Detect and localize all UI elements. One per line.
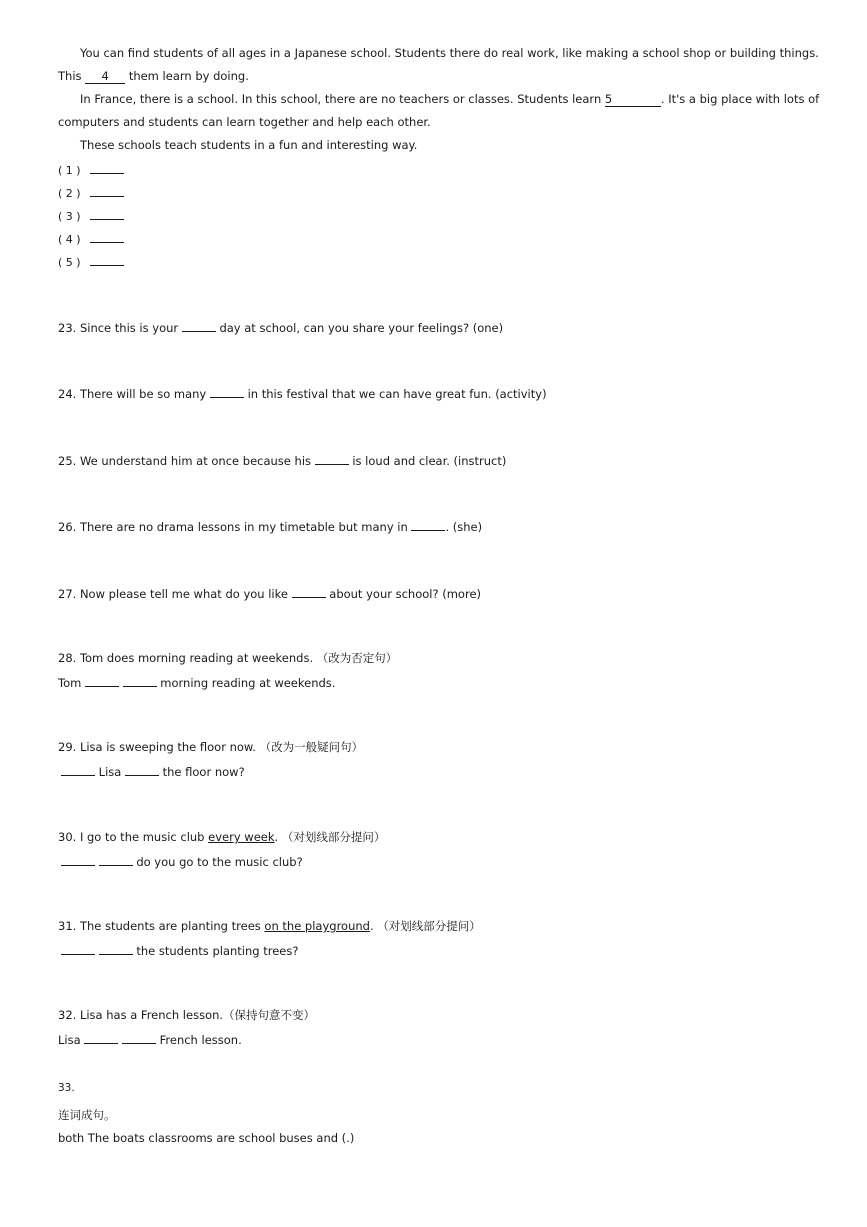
answer-blank[interactable] (99, 941, 133, 955)
answer-blank[interactable] (61, 852, 95, 866)
answer-line-2 (58, 183, 810, 202)
question-text: in this festival that we can have great fun. (activity) (247, 387, 547, 401)
question-number: 33. (58, 1082, 75, 1094)
question-text: . （对划线部分提问） (369, 919, 481, 933)
answer-line-4 (58, 229, 810, 248)
passage-line-1 (80, 45, 819, 61)
question-29 (58, 739, 810, 755)
question-text: about your school? (more) (329, 587, 482, 601)
question-text: 29. Lisa is sweeping the floor now. （改为一般疑问句） (58, 740, 364, 754)
question-30 (58, 829, 810, 845)
question-33-instruction (58, 1107, 810, 1123)
question-33-number (58, 1080, 810, 1096)
passage-text: This (58, 69, 82, 83)
answer-label: ( 3 ) (58, 210, 81, 223)
passage-text: computers and students can learn together and help each other. (58, 115, 431, 129)
question-33-words (58, 1130, 810, 1146)
answer-blank[interactable] (123, 673, 157, 687)
answer-blank[interactable] (90, 183, 124, 197)
answer-blank[interactable] (182, 318, 216, 332)
answer-text: French lesson. (159, 1033, 242, 1047)
answer-label: ( 1 ) (58, 164, 81, 177)
question-28 (58, 650, 810, 666)
answer-blank[interactable] (61, 941, 95, 955)
answer-blank[interactable] (90, 160, 124, 174)
question-23 (58, 318, 810, 336)
answer-blank[interactable] (90, 229, 124, 243)
answer-blank[interactable] (90, 206, 124, 220)
underlined-phrase: every week (208, 830, 275, 844)
question-text: 28. Tom does morning reading at weekends. （改为否定句） (58, 651, 398, 665)
blank-number: 4 (101, 69, 109, 83)
question-text: 25. We understand him at once because his (58, 454, 312, 468)
question-text: . (she) (445, 520, 483, 534)
answer-text: Tom (58, 676, 82, 690)
answer-blank[interactable] (90, 252, 124, 266)
question-25 (58, 451, 810, 469)
answer-text: Lisa (58, 1033, 81, 1047)
passage-line-2 (58, 68, 810, 84)
passage-text: them learn by doing. (128, 69, 249, 83)
question-text: 23. Since this is your (58, 321, 179, 335)
question-29-answer (58, 762, 810, 780)
answer-label: ( 2 ) (58, 187, 81, 200)
passage-line-4 (58, 114, 810, 130)
answer-text: Lisa (98, 765, 122, 779)
instruction-text: 连词成句。 (58, 1108, 116, 1122)
question-text: 27. Now please tell me what do you like (58, 587, 288, 601)
question-text: 26. There are no drama lessons in my timetable but many in (58, 520, 408, 534)
answer-label: ( 5 ) (58, 256, 81, 269)
passage-line-5 (80, 137, 810, 153)
answer-blank[interactable] (85, 673, 119, 687)
question-32 (58, 1007, 810, 1023)
blank-5 (605, 93, 661, 107)
question-31-answer (58, 941, 810, 959)
answer-blank[interactable] (84, 1030, 118, 1044)
answer-text: morning reading at weekends. (160, 676, 336, 690)
answer-blank[interactable] (210, 384, 244, 398)
answer-line-1 (58, 160, 810, 179)
answer-blank[interactable] (122, 1030, 156, 1044)
answer-blank[interactable] (99, 852, 133, 866)
answer-blank[interactable] (411, 517, 445, 531)
passage-text: These schools teach students in a fun and interesting way. (80, 138, 418, 152)
question-text: 32. Lisa has a French lesson.（保持句意不变） (58, 1008, 316, 1022)
question-text: 31. The students are planting trees (58, 919, 261, 933)
question-31 (58, 918, 810, 934)
answer-text: the floor now? (162, 765, 245, 779)
question-text: 30. I go to the music club (58, 830, 205, 844)
question-30-answer (58, 852, 810, 870)
answer-text: do you go to the music club? (136, 855, 303, 869)
scrambled-words: both The boats classrooms are school buses and (.) (58, 1131, 355, 1145)
question-27 (58, 584, 810, 602)
question-text: . （对划线部分提问） (274, 830, 386, 844)
answer-text: the students planting trees? (136, 944, 299, 958)
question-28-answer (58, 673, 810, 691)
answer-line-5 (58, 252, 810, 271)
question-32-answer (58, 1030, 810, 1048)
question-text: 24. There will be so many (58, 387, 207, 401)
question-text: is loud and clear. (instruct) (352, 454, 507, 468)
underlined-phrase: on the playground (264, 919, 370, 933)
blank-4 (85, 70, 125, 84)
answer-line-3 (58, 206, 810, 225)
answer-blank[interactable] (61, 762, 95, 776)
question-24 (58, 384, 810, 402)
answer-blank[interactable] (125, 762, 159, 776)
passage-text: . It's a big place with lots of (660, 92, 820, 106)
passage-line-3 (80, 91, 820, 107)
answer-blank[interactable] (292, 584, 326, 598)
passage-text: You can find students of all ages in a Japanese school. Students there do real work, like making a school shop or building things. (80, 46, 819, 60)
blank-number: 5 (604, 92, 613, 106)
question-26 (58, 517, 810, 535)
answer-blank[interactable] (315, 451, 349, 465)
question-text: day at school, can you share your feelings? (one) (219, 321, 504, 335)
passage-text: In France, there is a school. In this school, there are no teachers or classes. Students learn (80, 92, 602, 106)
answer-label: ( 4 ) (58, 233, 81, 246)
